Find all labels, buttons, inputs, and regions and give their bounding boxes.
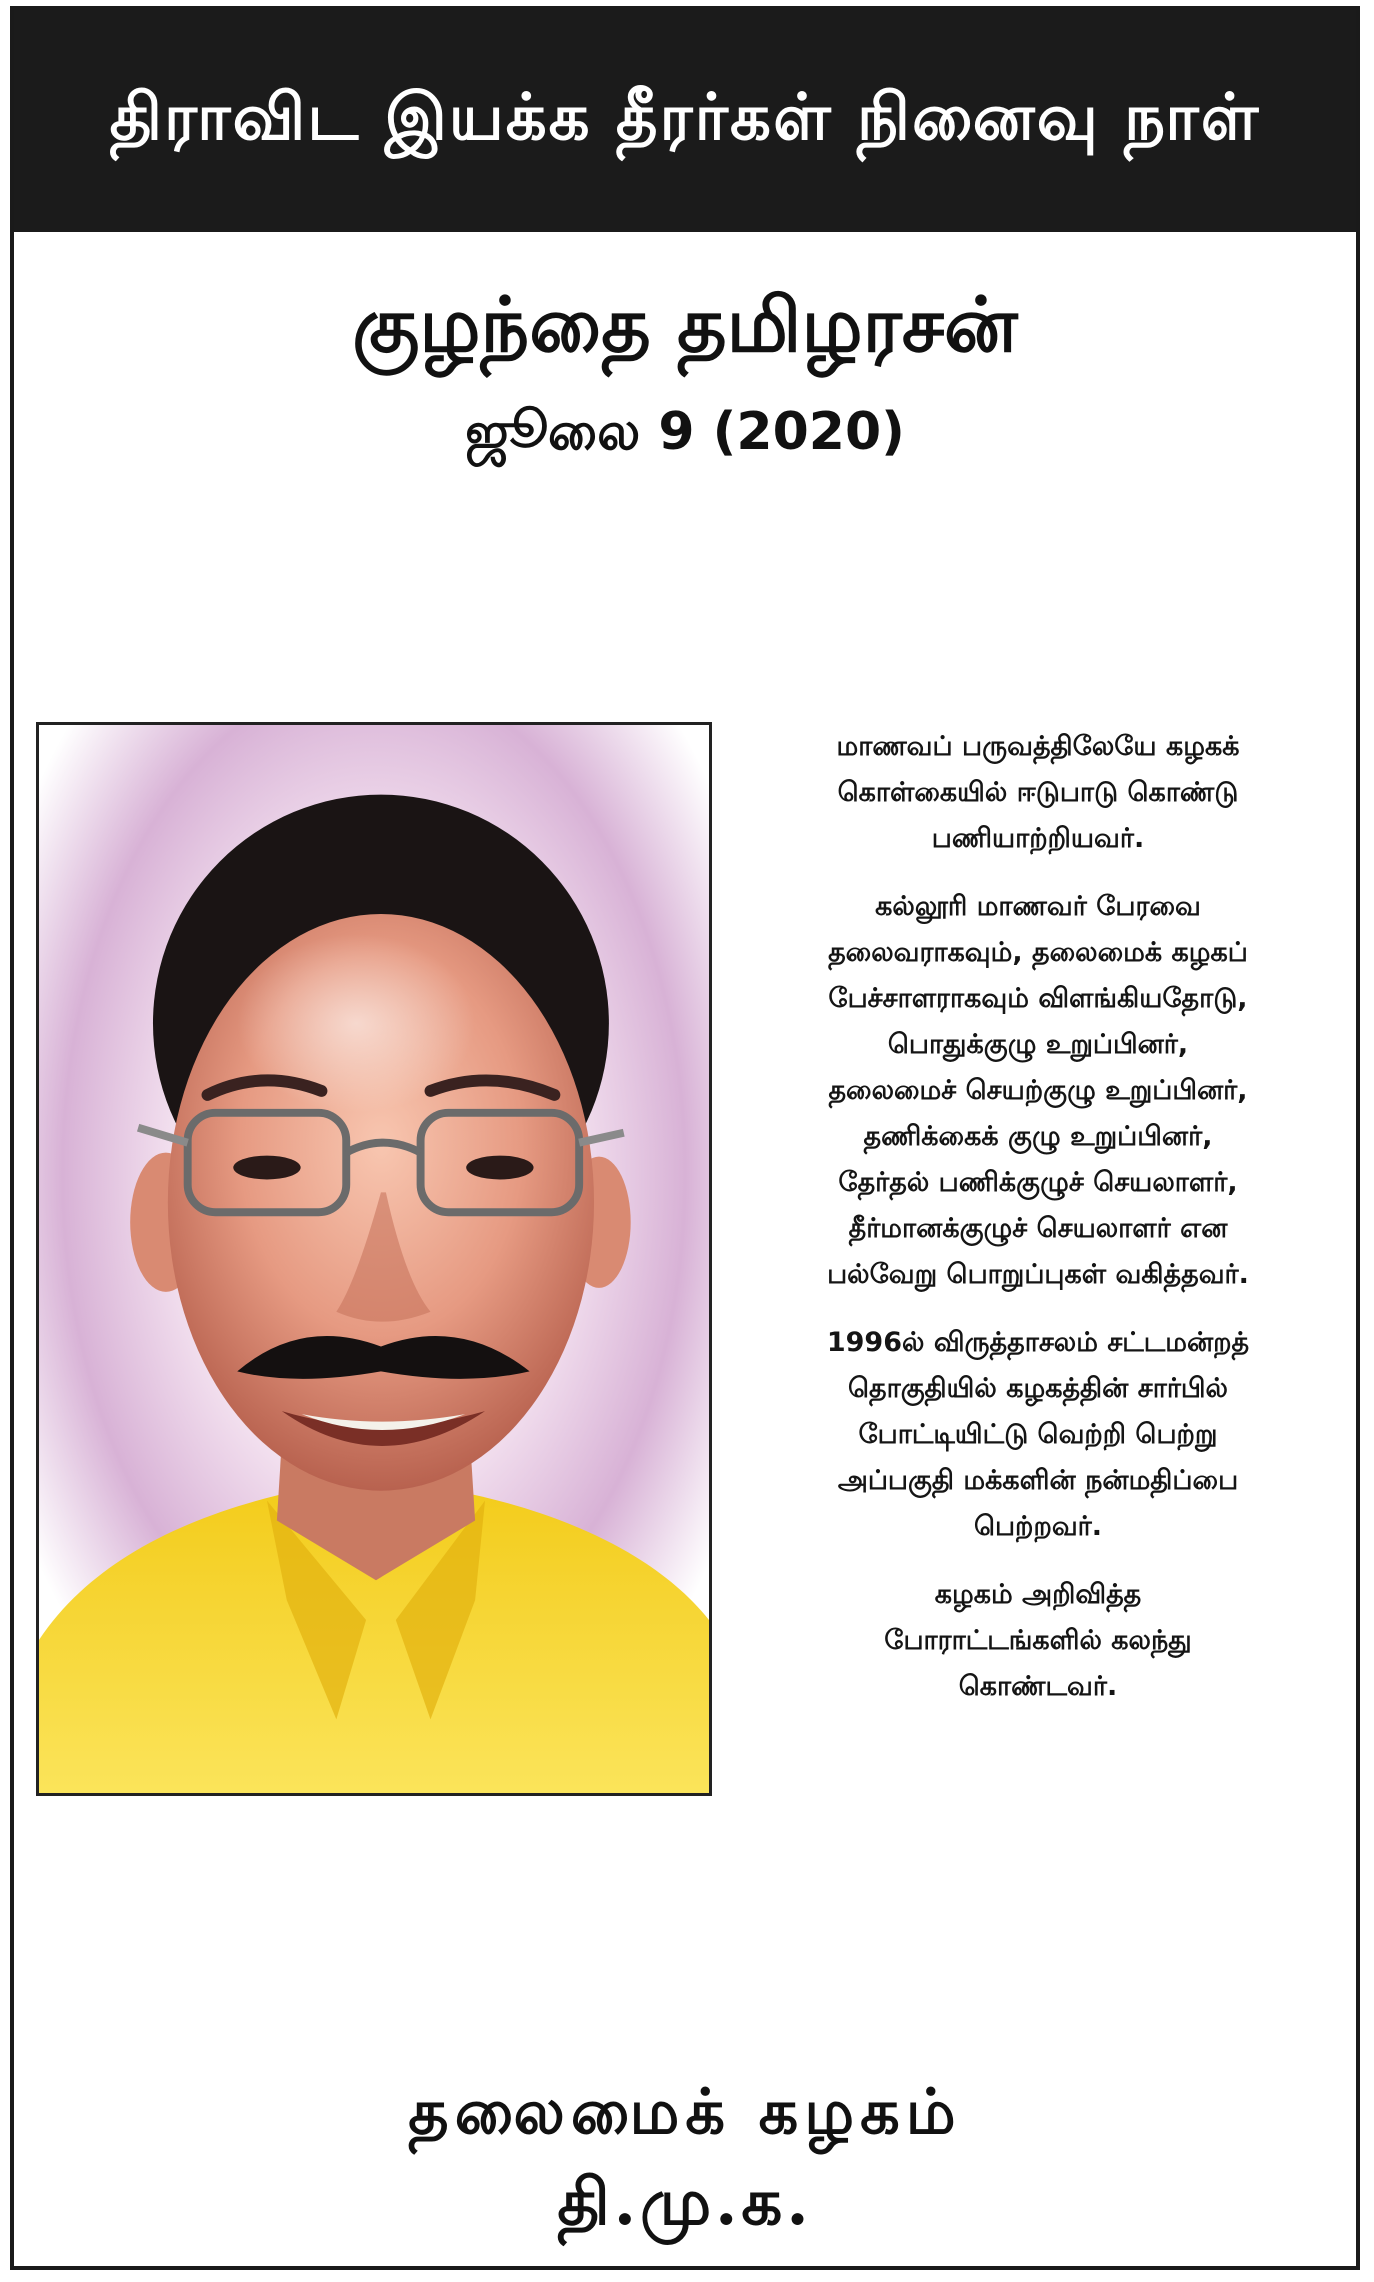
memorial-banner [14,10,1356,232]
portrait-photo [36,722,712,1796]
footer-organization: தலைமைக் கழகம் [408,2075,962,2148]
poster-frame [10,6,1360,2270]
bio-paragraph: 1996ல் விருத்தாசலம் சட்டமன்றத் தொகுதியில் கழகத்தின் சார்பில் போட்டியிட்டு வெற்றி பெற்று அப்பகுதி மக்களின் நன்மதிப்பை பெற்றவர். [826,1327,1250,1542]
banner-title: திராவிட இயக்க தீரர்கள் நினைவு நாள் [109,79,1261,155]
footer-party-name: தி.மு.க. [557,2165,813,2240]
bio-paragraph: கல்லூரி மாணவர் பேரவை தலைவராகவும், தலைமைக் கழகப் பேச்சாளராகவும் விளங்கியதோடு, பொதுக்குழு உறுப்பினர், தலைமைச் செயற்குழு உறுப்பினர், தணிக்கைக் குழு உறுப்பினர், தேர்தல் பணிக்குழுச் செயலாளர், தீர்மானக்குழுச் செயலாளர் என பல்வேறு பொறுப்புகள் வகித்தவர். [827,891,1249,1290]
person-name: குழந்தை தமிழரசன் [352,280,1018,369]
bio-paragraph: மாணவப் பருவத்திலேயே கழகக் கொள்கையில் ஈடுபாடு கொண்டு பணியாற்றியவர். [836,731,1240,854]
biography [720,724,1356,1732]
portrait-illustration [39,725,709,1793]
bio-paragraph: கழகம் அறிவித்த போராட்டங்களில் கலந்து கொண்டவர். [884,1579,1192,1702]
memorial-date: ஜூலை 9 (2020) [465,402,905,462]
